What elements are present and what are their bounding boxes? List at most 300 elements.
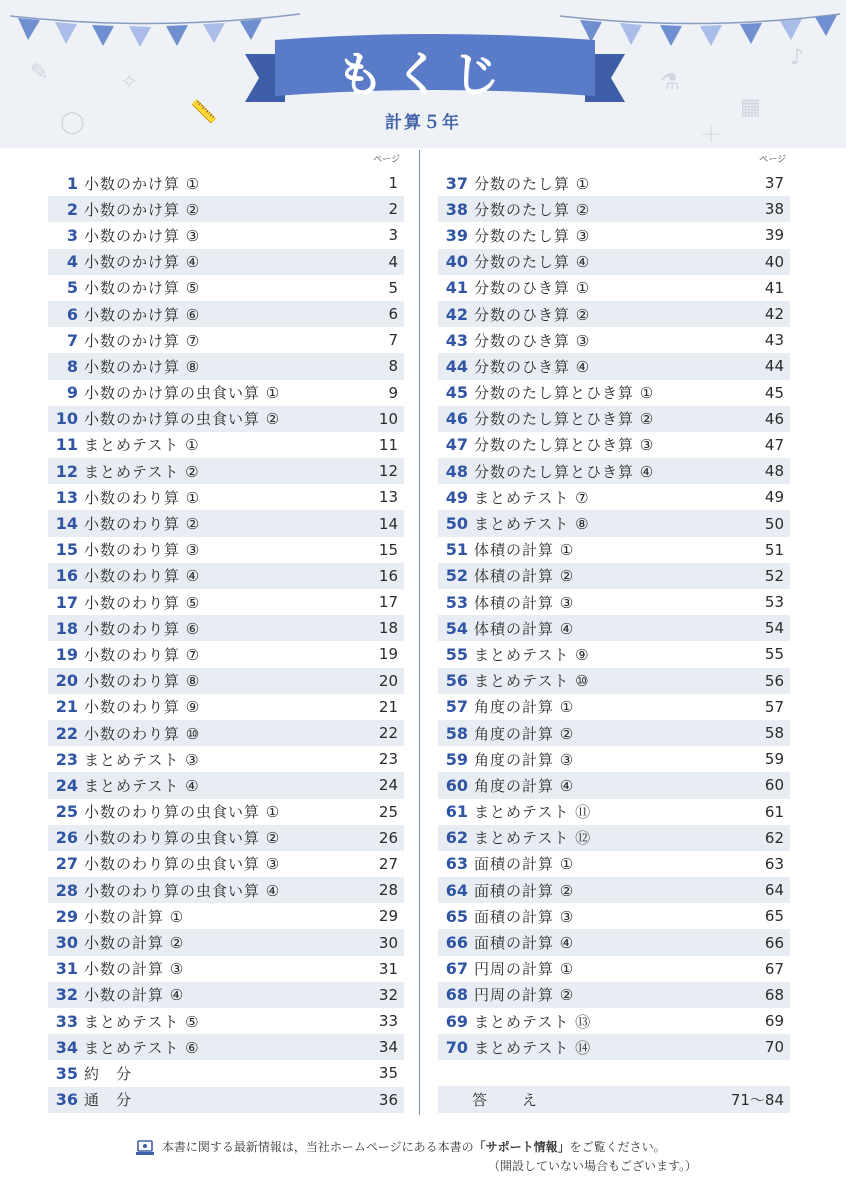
entry-page: 24 [378,776,398,795]
entry-number: 40 [445,252,468,272]
entry-page: 20 [378,671,398,690]
toc-entry [48,563,404,589]
entry-page: 11 [378,435,398,454]
toc-entry [438,641,790,667]
entry-title: 角度の計算 ① [474,698,575,717]
toc-entry [48,877,404,903]
entry-title: 分数のたし算とひき算 ③ [474,436,655,455]
entry-title: 分数のたし算とひき算 ② [474,410,655,429]
entry-title: 小数のわり算の虫食い算 ② [84,829,281,848]
entry-title: 小数の計算 ③ [84,960,185,979]
entry-number: 8 [66,356,78,376]
toc-entry [438,746,790,772]
entry-page: 13 [378,488,398,507]
entry-title: まとめテスト ⑩ [474,672,590,691]
entry-number: 5 [66,278,78,298]
toc-right-column [438,150,790,1113]
toc-entry [438,851,790,877]
toc-entry [48,537,404,563]
entry-number: 30 [55,933,78,953]
entry-page: 3 [388,226,398,245]
footer-text-after: をご覧ください。 [569,1140,666,1154]
entry-page: 9 [388,383,398,402]
toc-entry [48,851,404,877]
toc-entry [438,510,790,536]
entry-page: 39 [764,226,784,245]
entry-title: 小数のかけ算 ② [84,200,201,219]
entry-page: 12 [378,462,398,481]
entry-title: 角度の計算 ④ [474,776,575,795]
page-column-label: ページ [373,155,400,165]
toc-entry [48,641,404,667]
entry-title: 小数のわり算 ⑦ [84,645,201,664]
entry-number: 60 [445,775,468,795]
entry-number: 17 [55,592,78,612]
entry-title: 小数のかけ算 ⑧ [84,357,201,376]
entry-page: 44 [764,357,784,376]
entry-number: 56 [445,671,468,691]
entry-number: 62 [445,828,468,848]
toc-entry [48,589,404,615]
entry-title: 小数の計算 ④ [84,986,185,1005]
entry-title: 円周の計算 ① [474,960,575,979]
toc-entry [48,825,404,851]
entry-page: 61 [764,802,784,821]
entry-number: 50 [445,514,468,534]
entry-title: 小数のわり算の虫食い算 ④ [84,881,281,900]
entry-number: 45 [445,383,468,403]
toc-entry [48,301,404,327]
entry-page: 19 [378,645,398,664]
entry-page: 26 [378,828,398,847]
page-subtitle: 計算５年 [385,113,461,133]
entry-number: 36 [55,1090,78,1110]
entry-title: 分数のたし算 ④ [474,253,591,272]
entry-number: 6 [66,304,78,324]
toc-entry [438,668,790,694]
toc-entry [438,929,790,955]
entry-title: 体積の計算 ④ [474,619,575,638]
entry-number: 55 [445,644,468,664]
toc-entry [438,275,790,301]
entry-number: 12 [55,461,78,481]
entry-page: 21 [378,697,398,716]
entry-number: 14 [55,514,78,534]
toc-entry [438,353,790,379]
toc-entry [438,772,790,798]
entry-title: まとめテスト ⑦ [474,488,590,507]
entry-number: 47 [445,435,468,455]
toc-entry [48,170,404,196]
entry-number: 49 [445,487,468,507]
toc-entry [48,432,404,458]
entry-number: 18 [55,618,78,638]
entry-number: 53 [445,592,468,612]
entry-page: 22 [378,724,398,743]
entry-title: 小数のわり算 ⑨ [84,698,201,717]
toc-entry [48,746,404,772]
entry-title: 小数の計算 ② [84,934,185,953]
flask-doodle-icon: ⚗ [660,70,680,95]
toc-entry [438,1034,790,1060]
toc-entry [48,484,404,510]
toc-entry [438,799,790,825]
entry-page: 16 [378,566,398,585]
entry-page: 65 [764,907,784,926]
entry-number: 25 [55,802,78,822]
toc-entry [48,353,404,379]
toc-entry [438,222,790,248]
entry-page: 8 [388,357,398,376]
entry-page: 23 [378,750,398,769]
entry-title: まとめテスト ⑫ [474,829,592,848]
entry-title: 小数のわり算の虫食い算 ③ [84,855,281,874]
entry-title: 分数のたし算 ③ [474,226,591,245]
entry-title: 小数のかけ算の虫食い算 ① [84,384,281,403]
entry-page: 55 [764,645,784,664]
entry-title: 約 分 [84,1064,133,1083]
entry-page: 53 [764,593,784,612]
answers-title: 答 え [472,1090,548,1109]
footer-support-info: 「サポート情報」 [473,1140,570,1154]
entry-title: まとめテスト ⑬ [474,1012,592,1031]
entry-page: 66 [764,933,784,952]
circle-doodle-icon: ◯ [60,110,85,135]
entry-number: 31 [55,959,78,979]
entry-number: 13 [55,487,78,507]
toc-entry [48,249,404,275]
entry-title: 小数のわり算の虫食い算 ① [84,803,281,822]
entry-number: 63 [445,854,468,874]
toc-entry [48,615,404,641]
toc-entry [48,799,404,825]
toc-entry [48,668,404,694]
toc-right-list [438,170,790,1060]
entry-page: 62 [764,828,784,847]
entry-number: 27 [55,854,78,874]
entry-title: 小数のかけ算 ① [84,174,201,193]
entry-page: 5 [388,278,398,297]
entry-page: 27 [378,854,398,873]
entry-title: まとめテスト ⑤ [84,1012,200,1031]
toc-entry [48,982,404,1008]
entry-number: 33 [55,1011,78,1031]
page-title: もくじ [335,47,510,103]
ruler-doodle-icon: 📏 [190,100,218,125]
toc-entry [438,903,790,929]
toc-entry [438,589,790,615]
entry-number: 29 [55,906,78,926]
entry-page: 43 [764,331,784,350]
entry-number: 64 [445,880,468,900]
toc-entry [48,458,404,484]
entry-title: 小数のわり算 ② [84,515,201,534]
entry-number: 39 [445,225,468,245]
toc-entry [438,170,790,196]
toc-entry [48,222,404,248]
toc-entry [438,327,790,353]
toc-entry [48,1008,404,1034]
entry-page: 31 [378,959,398,978]
entry-number: 35 [55,1063,78,1083]
entry-title: 小数のわり算 ③ [84,541,201,560]
answers-row [438,1086,790,1112]
footer-text-before: 本書に関する最新情報は，当社ホームページにある本書の [161,1140,474,1154]
entry-page: 36 [378,1090,398,1109]
entry-title: まとめテスト ③ [84,750,200,769]
entry-number: 1 [66,173,78,193]
entry-title: まとめテスト ⑨ [474,645,590,664]
entry-title: 体積の計算 ③ [474,593,575,612]
entry-number: 2 [66,199,78,219]
entry-page: 70 [764,1038,784,1057]
toc-entry [438,458,790,484]
entry-title: 分数のひき算 ② [474,305,591,324]
toc-entry [48,510,404,536]
entry-page: 28 [378,881,398,900]
entry-number: 66 [445,933,468,953]
entry-number: 69 [445,1011,468,1031]
page-column-label: ページ [759,155,786,165]
toc-entry [48,196,404,222]
entry-page: 59 [764,750,784,769]
entry-number: 11 [55,435,78,455]
toc-entry [48,327,404,353]
entry-number: 61 [445,802,468,822]
entry-page: 57 [764,697,784,716]
entry-number: 9 [66,383,78,403]
entry-page: 64 [764,881,784,900]
entry-number: 44 [445,356,468,376]
entry-page: 54 [764,619,784,638]
entry-title: 体積の計算 ② [474,567,575,586]
toc-entry [438,615,790,641]
entry-number: 48 [445,461,468,481]
footer-notice [136,1138,666,1156]
toc-entry [438,196,790,222]
entry-number: 65 [445,906,468,926]
entry-number: 51 [445,540,468,560]
entry-title: 分数のたし算とひき算 ① [474,384,655,403]
pencil-doodle-icon: ✎ [30,60,49,85]
entry-number: 43 [445,330,468,350]
entry-title: 通 分 [84,1091,133,1110]
entry-title: 面積の計算 ④ [474,934,575,953]
entry-number: 21 [55,697,78,717]
toc-entry [438,249,790,275]
entry-page: 50 [764,514,784,533]
entry-number: 68 [445,985,468,1005]
toc-entry [438,484,790,510]
entry-number: 3 [66,225,78,245]
entry-page: 67 [764,959,784,978]
entry-title: まとめテスト ⑪ [474,803,592,822]
entry-title: 小数のわり算 ⑩ [84,724,201,743]
toc-entry [438,694,790,720]
entry-number: 15 [55,540,78,560]
entry-title: 小数のかけ算 ③ [84,226,201,245]
entry-number: 10 [55,409,78,429]
entry-page: 17 [378,593,398,612]
entry-number: 34 [55,1037,78,1057]
entry-title: 分数のひき算 ④ [474,357,591,376]
entry-number: 23 [55,749,78,769]
entry-page: 6 [388,305,398,324]
entry-page: 47 [764,435,784,454]
entry-page: 1 [388,174,398,193]
entry-number: 57 [445,697,468,717]
entry-page: 63 [764,854,784,873]
entry-number: 4 [66,252,78,272]
entry-title: 面積の計算 ② [474,881,575,900]
entry-page: 2 [388,200,398,219]
entry-page: 30 [378,933,398,952]
entry-page: 7 [388,331,398,350]
entry-page: 32 [378,985,398,1004]
entry-title: 分数のひき算 ① [474,279,591,298]
entry-title: 分数のたし算 ① [474,174,591,193]
entry-title: 面積の計算 ① [474,855,575,874]
entry-number: 32 [55,985,78,1005]
toc-entry [48,694,404,720]
entry-number: 67 [445,959,468,979]
entry-title: まとめテスト ⑭ [474,1038,592,1057]
entry-page: 15 [378,540,398,559]
entry-title: まとめテスト ⑧ [474,515,590,534]
entry-title: まとめテスト ② [84,462,200,481]
entry-title: 小数のわり算 ④ [84,567,201,586]
entry-number: 37 [445,173,468,193]
entry-page: 51 [764,540,784,559]
entry-title: 小数のかけ算 ⑤ [84,279,201,298]
toc-entry [48,275,404,301]
entry-number: 59 [445,749,468,769]
note-doodle-icon: ♪ [790,45,805,70]
answers-page: 71～84 [730,1090,784,1109]
entry-page: 40 [764,252,784,271]
plus-doodle-icon: ＋ [700,123,723,148]
toc-entry [48,1034,404,1060]
entry-title: 角度の計算 ② [474,724,575,743]
entry-page: 38 [764,200,784,219]
calculator-doodle-icon: ▦ [740,95,761,120]
entry-page: 49 [764,488,784,507]
entry-title: まとめテスト ④ [84,776,200,795]
entry-number: 52 [445,566,468,586]
toc-entry [48,772,404,798]
header-banner [0,0,846,148]
toc-entry [438,1008,790,1034]
toc-entry [438,537,790,563]
star-doodle-icon: ✧ [120,70,139,95]
footer-note: （開設していない場合もございます。） [488,1159,698,1173]
entry-page: 34 [378,1038,398,1057]
entry-title: 小数のわり算 ⑧ [84,672,201,691]
entry-title: 小数のかけ算 ④ [84,253,201,272]
entry-title: 小数のわり算 ⑥ [84,619,201,638]
toc-entry [48,1060,404,1086]
entry-page: 46 [764,409,784,428]
entry-title: 分数のたし算 ② [474,200,591,219]
entry-page: 18 [378,619,398,638]
toc-entry [438,563,790,589]
toc-entry [48,903,404,929]
entry-title: 小数のかけ算 ⑥ [84,305,201,324]
entry-number: 38 [445,199,468,219]
toc-entry [48,956,404,982]
entry-title: 円周の計算 ② [474,986,575,1005]
entry-number: 19 [55,644,78,664]
entry-page: 14 [378,514,398,533]
toc-entry [438,956,790,982]
entry-number: 46 [445,409,468,429]
toc-entry [48,1087,404,1113]
toc-entry [48,380,404,406]
entry-page: 60 [764,776,784,795]
toc-entry [48,720,404,746]
toc-entry [48,406,404,432]
entry-page: 10 [378,409,398,428]
entry-page: 68 [764,985,784,1004]
entry-page: 29 [378,907,398,926]
entry-number: 20 [55,671,78,691]
entry-title: 小数の計算 ① [84,907,185,926]
toc-entry [48,929,404,955]
toc-entry [438,380,790,406]
toc-entry [438,877,790,903]
entry-page: 35 [378,1064,398,1083]
entry-number: 58 [445,723,468,743]
toc-entry [438,982,790,1008]
entry-number: 26 [55,828,78,848]
toc-entry [438,432,790,458]
entry-number: 41 [445,278,468,298]
entry-page: 52 [764,566,784,585]
entry-page: 37 [764,174,784,193]
entry-page: 42 [764,305,784,324]
toc-entry [438,301,790,327]
entry-number: 16 [55,566,78,586]
column-divider [419,150,420,1115]
entry-page: 41 [764,278,784,297]
toc-entry [438,720,790,746]
entry-number: 22 [55,723,78,743]
entry-page: 56 [764,671,784,690]
toc-entry [438,825,790,851]
entry-page: 33 [378,1012,398,1031]
entry-number: 7 [66,330,78,350]
entry-title: 分数のひき算 ③ [474,331,591,350]
entry-title: まとめテスト ① [84,436,200,455]
entry-title: 体積の計算 ① [474,541,575,560]
toc-entry [438,406,790,432]
entry-title: 小数のわり算 ⑤ [84,593,201,612]
entry-page: 58 [764,724,784,743]
entry-title: 小数のかけ算の虫食い算 ② [84,410,281,429]
entry-title: 面積の計算 ③ [474,907,575,926]
computer-icon [136,1140,154,1156]
entry-number: 42 [445,304,468,324]
toc-left-column [48,150,404,1113]
entry-title: 角度の計算 ③ [474,750,575,769]
entry-number: 70 [445,1037,468,1057]
entry-number: 54 [445,618,468,638]
entry-title: 分数のたし算とひき算 ④ [474,462,655,481]
entry-title: 小数のかけ算 ⑦ [84,331,201,350]
entry-page: 45 [764,383,784,402]
entry-page: 69 [764,1012,784,1031]
entry-number: 28 [55,880,78,900]
